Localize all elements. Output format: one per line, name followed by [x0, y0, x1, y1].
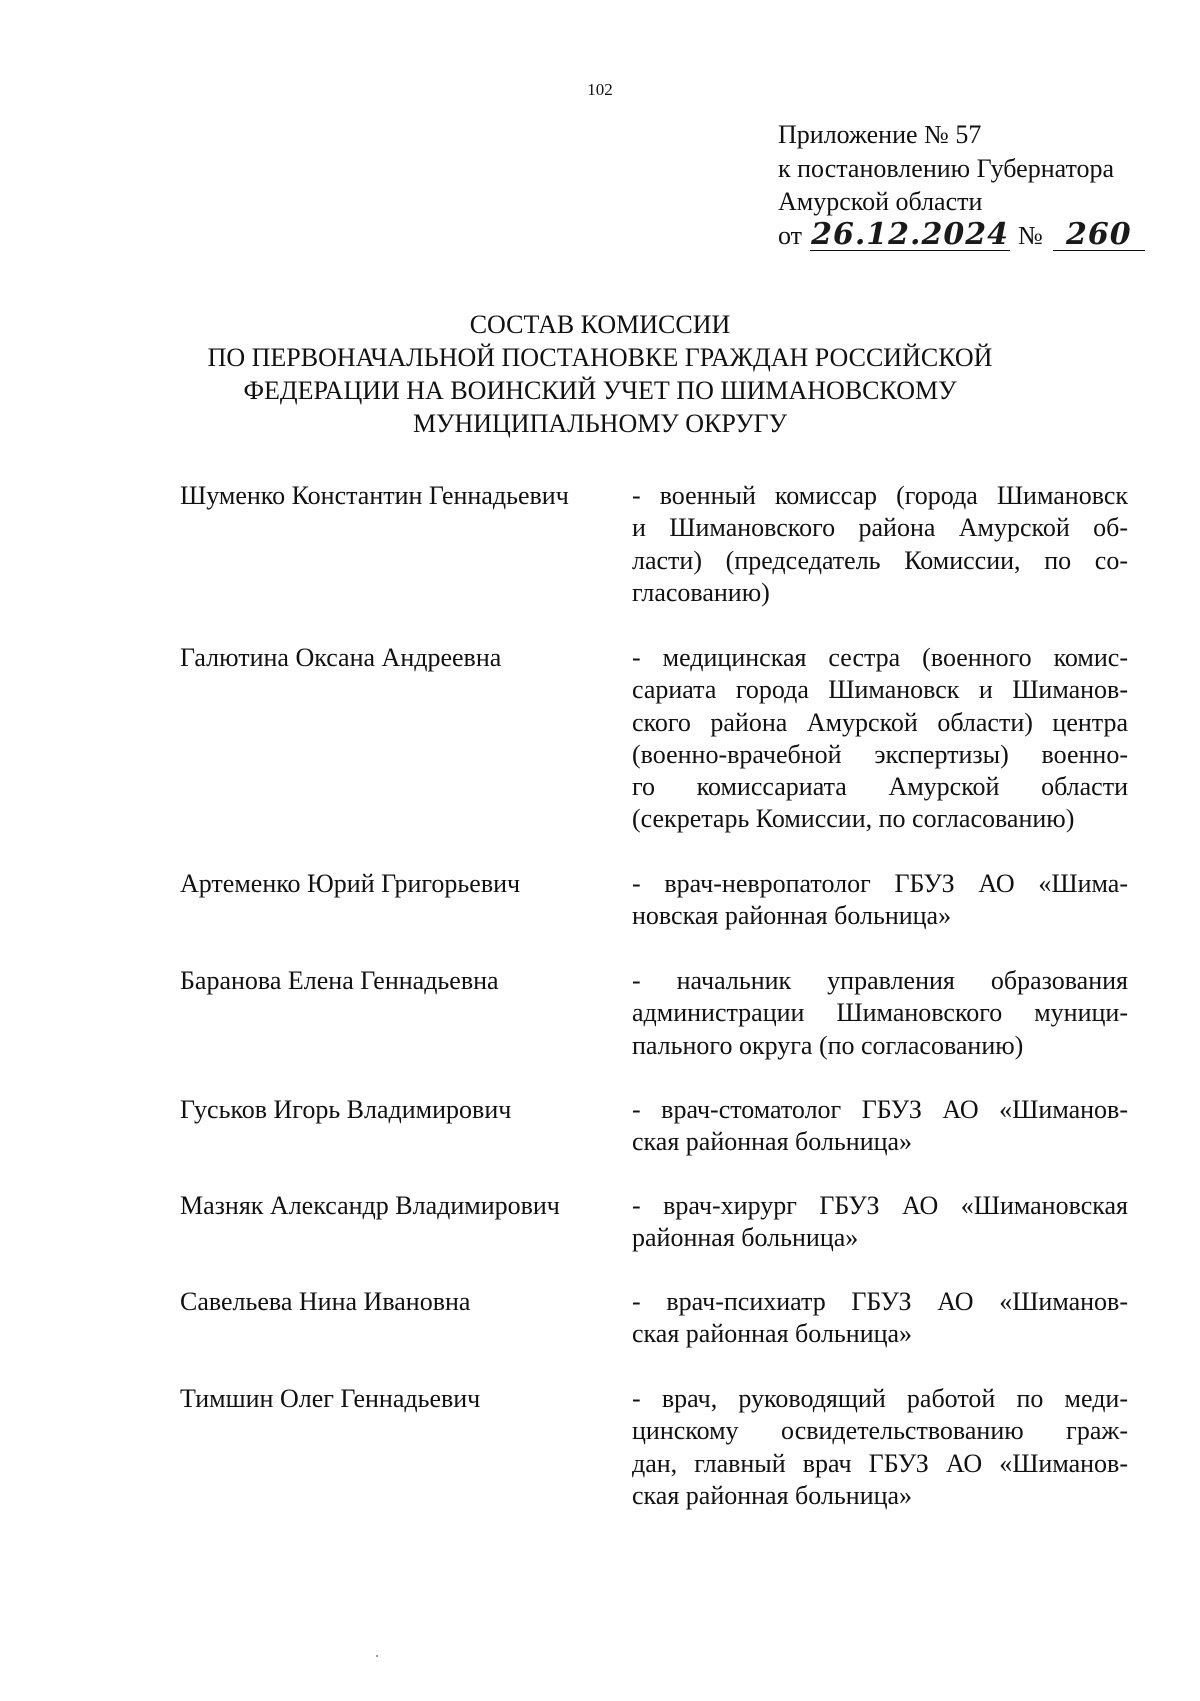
member-row [180, 965, 1140, 1062]
member-role-line: пального округа (по согласованию) [632, 1030, 1024, 1060]
member-role-line: - врач-хирург ГБУЗ АО «Шимановская [632, 1191, 1128, 1220]
member-role-line: ская районная больница» [632, 1480, 913, 1510]
member-name: Баранова Елена Геннадьевна [180, 966, 499, 995]
member-role-line: новская районная больница» [632, 901, 952, 931]
member-role-line: ская районная больница» [632, 1127, 913, 1157]
member-role [632, 642, 1128, 836]
member-role [632, 480, 1128, 609]
member-role [632, 1094, 1128, 1159]
member-role-line: - врач-стоматолог ГБУЗ АО «Шиманов- [632, 1095, 1128, 1124]
member-role-line: районная больница» [632, 1223, 859, 1253]
appendix-region-line: Амурской области [778, 187, 983, 216]
member-row [180, 1094, 1140, 1159]
member-role-line: (секретарь Комиссии, по согласованию) [632, 804, 1075, 834]
member-name: Шуменко Константин Геннадьевич [180, 481, 569, 510]
member-role-line: - врач-невропатолог ГБУЗ АО «Шима- [632, 869, 1128, 898]
member-role [632, 1383, 1128, 1512]
member-role-line: администрации Шимановского муници- [632, 998, 1128, 1028]
member-role-line: - медицинская сестра (военного комис- [632, 643, 1128, 672]
appendix-date-line [778, 216, 1145, 253]
member-role-line: го комиссариата Амурской области [632, 772, 1128, 802]
member-role [632, 1190, 1128, 1255]
member-role-line: - врач-психиатр ГБУЗ АО «Шиманов- [632, 1287, 1128, 1316]
handwritten-date: 26.12.2024 [811, 216, 1009, 252]
member-role-line: - военный комиссар (города Шимановск [632, 481, 1128, 510]
member-row [180, 868, 1140, 933]
handwritten-number: 260 [1053, 220, 1145, 251]
member-role-line: ского района Амурской области) центра [632, 707, 1128, 737]
member-role [632, 1286, 1128, 1351]
member-role [632, 868, 1128, 933]
title-line-1: СОСТАВ КОМИССИИ [469, 310, 731, 339]
title-line-3: ФЕДЕРАЦИИ НА ВОИНСКИЙ УЧЕТ ПО ШИМАНОВСКОМУ [243, 376, 957, 405]
appendix-header [778, 118, 1145, 252]
title-line-4: МУНИЦИПАЛЬНОМУ ОКРУГУ [412, 409, 788, 438]
member-row [180, 1190, 1140, 1255]
member-role-line: - начальник управления образования [632, 966, 1128, 995]
member-name: Тимшин Олег Геннадьевич [180, 1384, 481, 1413]
member-row [180, 1286, 1140, 1351]
page-number: 102 [587, 80, 613, 99]
member-role-line: гласованию) [632, 577, 770, 607]
member-role-line: сариата города Шимановск и Шиманов- [632, 675, 1128, 705]
member-role-line: цинскому освидетельствованию граж- [632, 1416, 1128, 1446]
member-row [180, 480, 1140, 609]
member-role-line: ласти) (председатель Комиссии, по со- [632, 545, 1128, 575]
date-prefix: от [778, 220, 803, 250]
member-role-line: дан, главный врач ГБУЗ АО «Шиманов- [632, 1448, 1128, 1478]
member-row [180, 642, 1140, 836]
member-role-line: и Шимановского района Амурской об- [632, 513, 1128, 543]
member-name: Галютина Оксана Андреевна [180, 643, 502, 672]
scan-speck [376, 1655, 378, 1657]
member-role-line: (военно-врачебной экспертизы) военно- [632, 739, 1128, 769]
member-name: Савельева Нина Ивановна [180, 1287, 471, 1316]
member-name: Мазняк Александр Владимирович [180, 1191, 560, 1220]
appendix-number-line: Приложение № 57 [778, 120, 982, 149]
member-role-line: - врач, руководящий работой по меди- [632, 1384, 1128, 1413]
member-name: Гуськов Игорь Владимирович [180, 1095, 512, 1124]
appendix-decree-line: к постановлению Губернатора [778, 153, 1115, 183]
member-row [180, 1383, 1140, 1512]
document-title [0, 308, 1200, 440]
member-role [632, 965, 1128, 1062]
number-prefix: № [1018, 220, 1043, 250]
member-name: Артеменко Юрий Григорьевич [180, 869, 521, 898]
title-line-2: ПО ПЕРВОНАЧАЛЬНОЙ ПОСТАНОВКЕ ГРАЖДАН РОССИЙСКОЙ [207, 343, 993, 372]
member-role-line: ская районная больница» [632, 1319, 913, 1349]
